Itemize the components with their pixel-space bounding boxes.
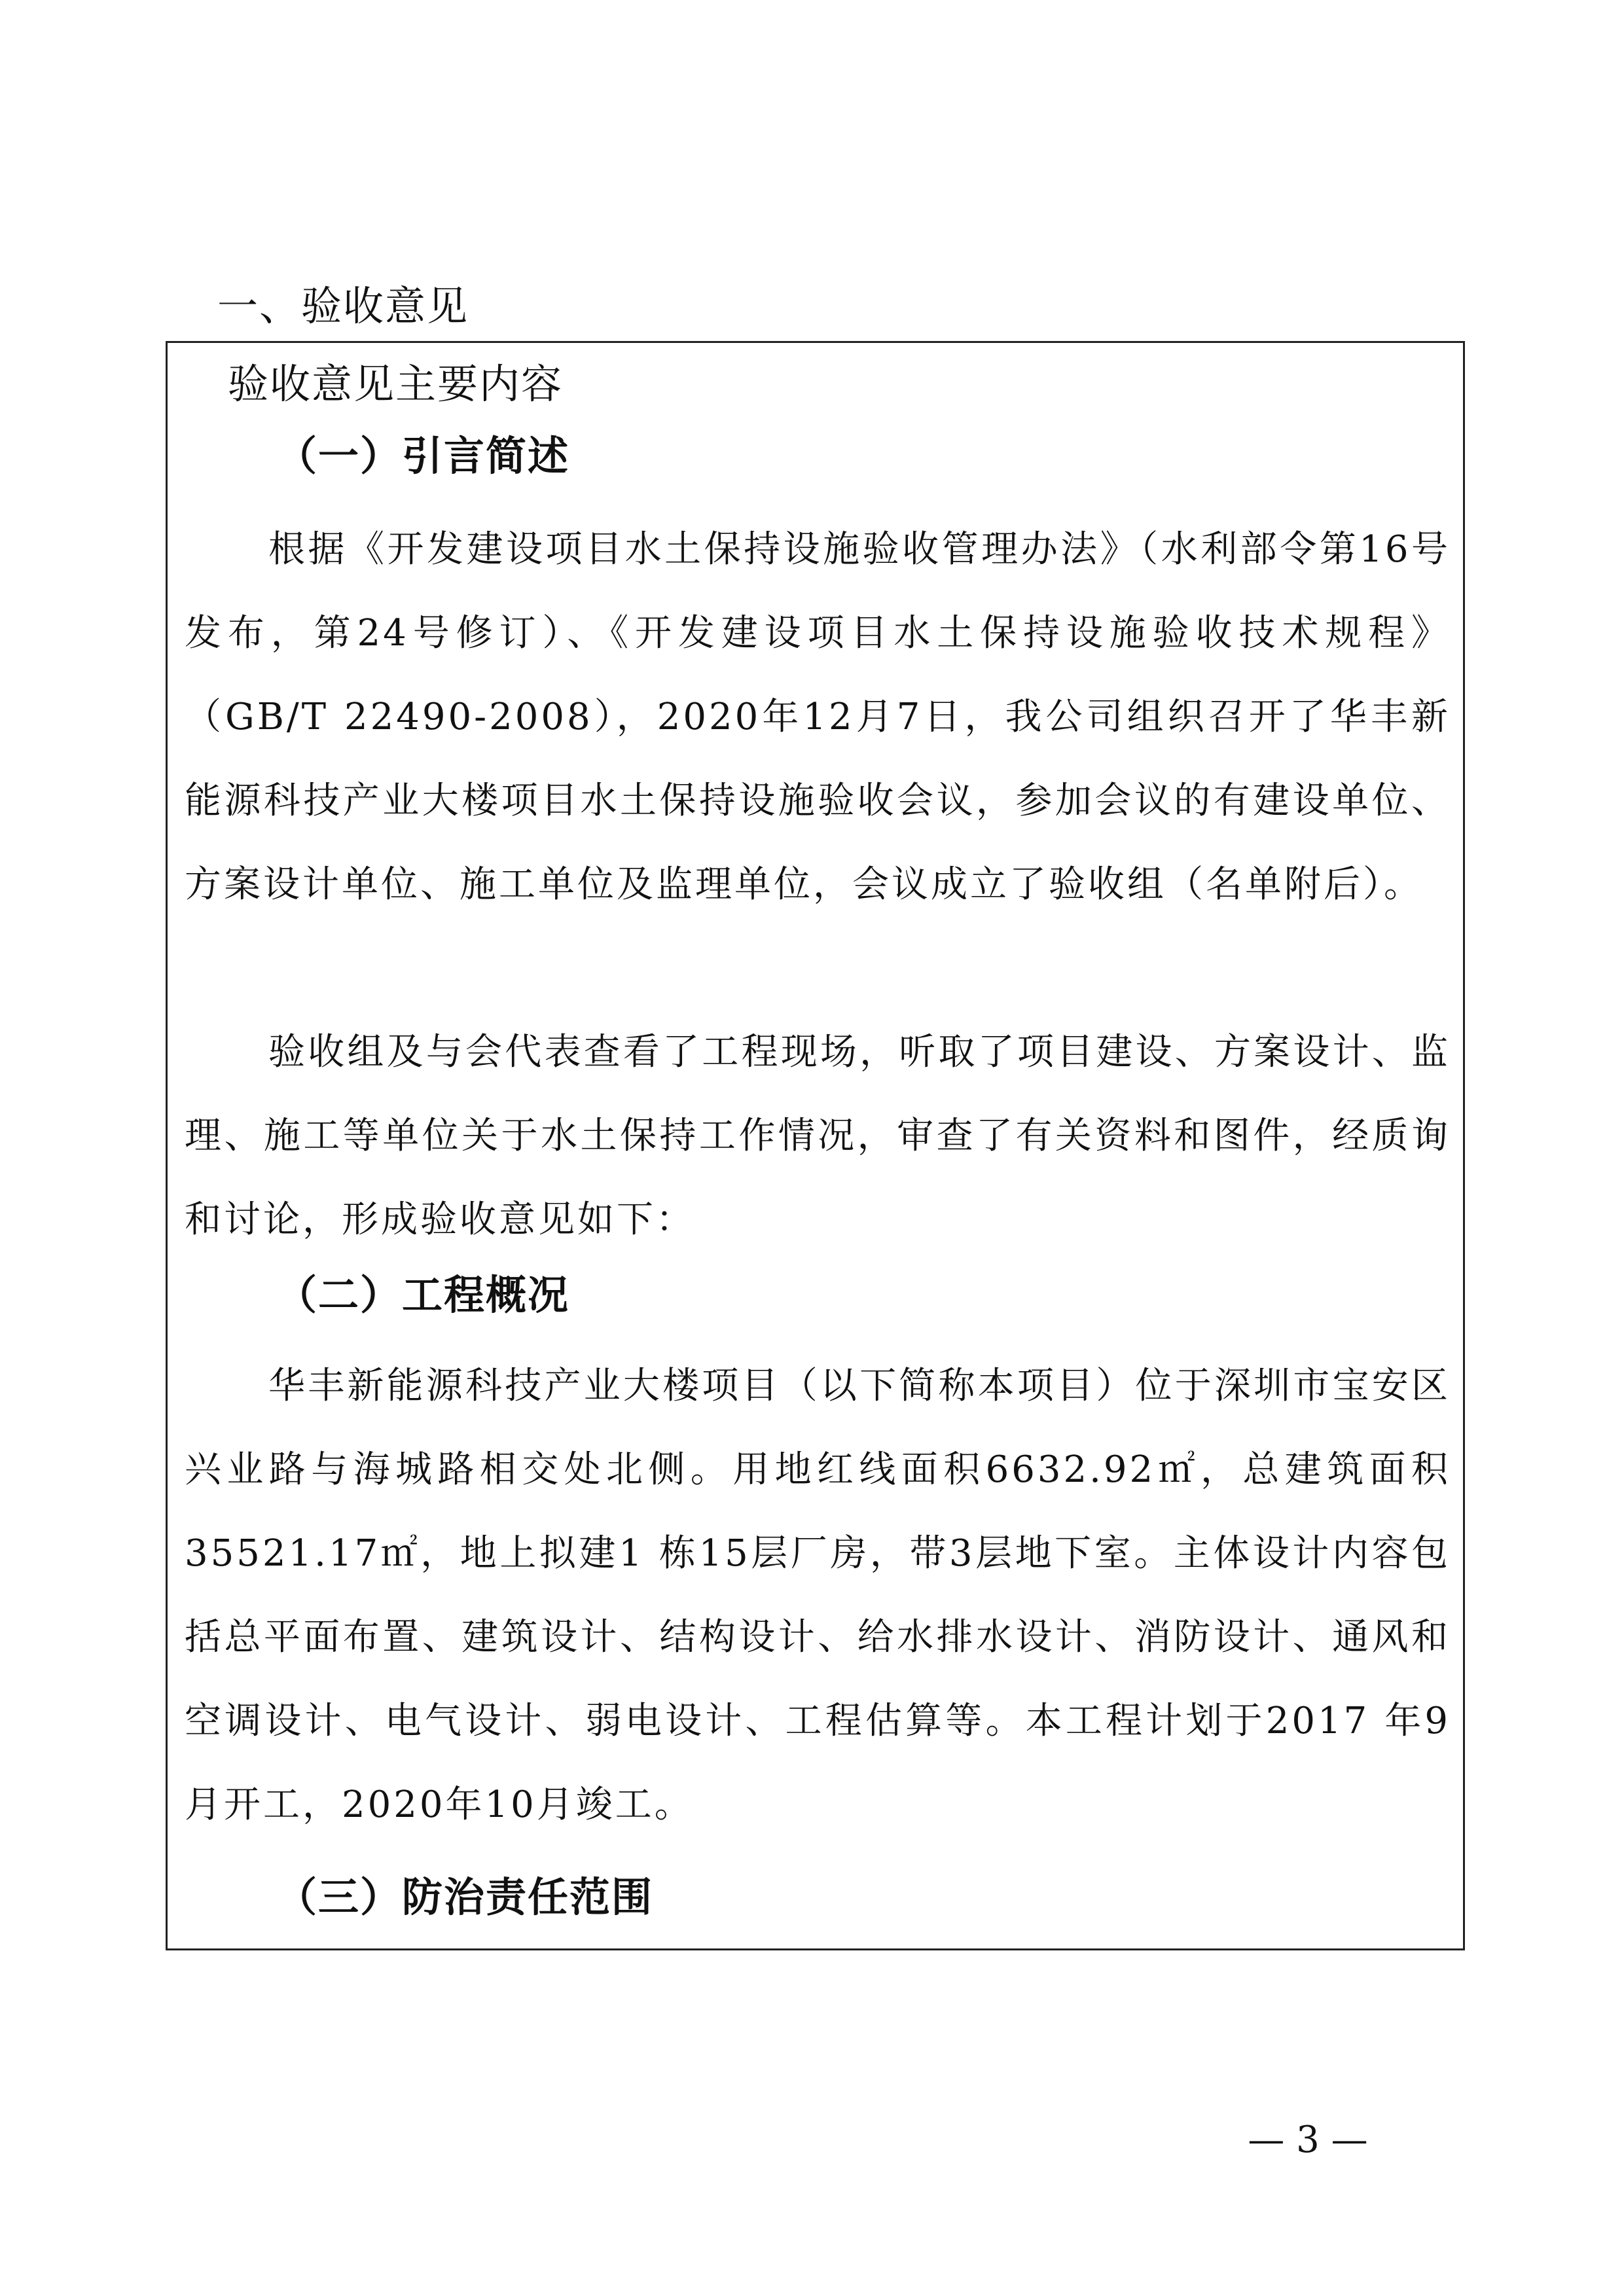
paragraph-introduction: 根据《开发建设项目水土保持设施验收管理办法》（水利部令第16号发布，第24号修订）、《开发建设项目水土保持设施验收技术规程》（GB/T 22490-2008），2020年12月7日，我公司组织召开了华丰新能源科技产业大楼项目水土保持设施验收会议，参加会议的有建设单位、方案设计单位、施工单位及监理单位，会议成立了验收组（名单附后）。 bbox=[185, 528, 1451, 906]
subsection-title-responsibility-scope: （三）防治责任范围 bbox=[276, 1873, 654, 1921]
box-heading: 验收意见主要内容 bbox=[228, 360, 564, 408]
page-number: — 3 — bbox=[1248, 2119, 1368, 2161]
subsection-title-introduction: （一）引言简述 bbox=[276, 432, 570, 480]
acceptance-opinion-box bbox=[166, 341, 1465, 1950]
paragraph-review: 验收组及与会代表查看了工程现场，听取了项目建设、方案设计、监理、施工等单位关于水土保持工作情况，审查了有关资料和图件，经质询和讨论，形成验收意见如下： bbox=[185, 1031, 1451, 1241]
paragraph-project-overview: 华丰新能源科技产业大楼项目（以下简称本项目）位于深圳市宝安区兴业路与海城路相交处北侧。用地红线面积6632.92㎡，总建筑面积35521.17㎡，地上拟建1 栋15层厂房，带3层地下室。主体设计内容包括总平面布置、建筑设计、结构设计、给水排水设计、消防设计、通风和空调设计、电气设计、弱电设计、工程估算等。本工程计划于2017 年9月开工，2020年10月竣工。 bbox=[185, 1365, 1451, 1826]
subsection-title-project-overview: （二）工程概况 bbox=[276, 1271, 570, 1319]
section-title: 一、验收意见 bbox=[217, 282, 469, 330]
